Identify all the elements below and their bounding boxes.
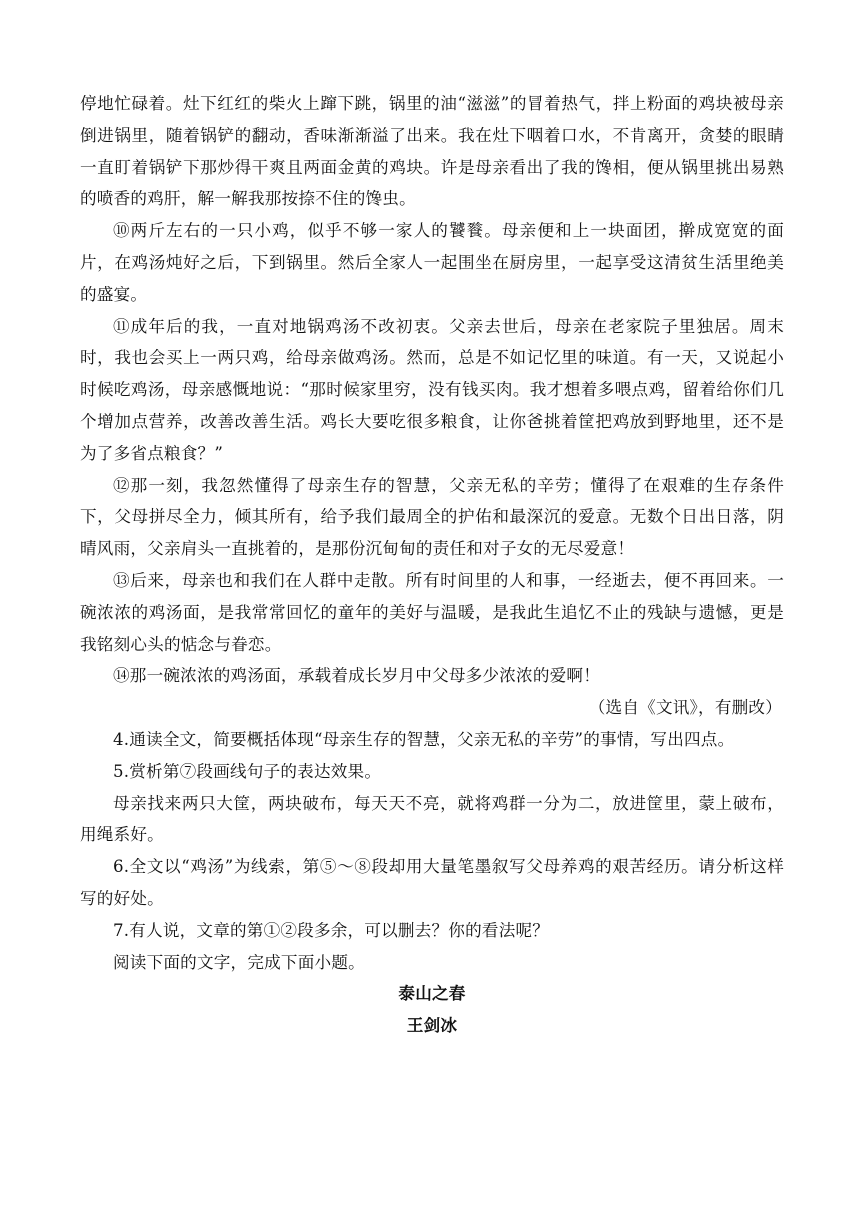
question-4: 4.通读全文，简要概括体现“母亲生存的智慧，父亲无私的辛劳”的事情，写出四点。 xyxy=(113,729,735,749)
paragraph-9-continued: 停地忙碌着。灶下红红的柴火上蹿下跳，锅里的油“滋滋”的冒着热气，拌上粉面的鸡块被母亲倒进锅里，随着锅铲的翻动，香味渐渐溢了出来。我在灶下咽着口水，不肯离开，贪婪的眼睛一直盯着锅铲下那炒得干爽且两面金黄的鸡块。许是母亲看出了我的馋相，便从锅里挑出易熟的喷香的鸡肝，解一解我那按捺不住的馋虫。 xyxy=(80,94,784,209)
paragraph-11: ⑪成年后的我，一直对地锅鸡汤不改初衷。父亲去世后，母亲在老家院子里独居。周末时，我也会买上一两只鸡，给母亲做鸡汤。然而，总是不如记忆里的味道。有一天，又说起小时候吃鸡汤，母亲感慨地说：“那时候家里穷，没有钱买肉。我才想着多喂点鸡，留着给你们几个增加点营养，改善改善生活。鸡长大要吃很多粮食，让你爸挑着筐把鸡放到野地里，还不是为了多省点粮食？” xyxy=(80,316,784,463)
question-5-quoted-sentence: 母亲找来两只大筐，两块破布，每天天不亮，就将鸡群一分为二，放进筐里，蒙上破布，用绳系好。 xyxy=(80,793,784,845)
paragraph-13: ⑬后来，母亲也和我们在人群中走散。所有时间里的人和事，一经逝去，便不再回来。一碗浓浓的鸡汤面，是我常常回忆的童年的美好与温暖，是我此生追忆不止的残缺与遗憾，更是我铭刻心头的惦念与眷恋。 xyxy=(80,570,784,654)
source-citation: （选自《文讯》，有删改） xyxy=(588,698,782,718)
paragraph-12: ⑫那一刻，我忽然懂得了母亲生存的智慧，父亲无私的辛劳；懂得了在艰难的生存条件下，父母拼尽全力，倾其所有，给予我们最周全的护佑和最深沉的爱意。无数个日出日落，阴晴风雨，父亲肩头一直挑着的，是那份沉甸甸的责任和对子女的无尽爱意！ xyxy=(80,475,784,559)
next-article-author: 王剑冰 xyxy=(406,1015,458,1036)
document-page xyxy=(80,88,784,1042)
reading-instruction: 阅读下面的文字，完成下面小题。 xyxy=(113,952,365,972)
paragraph-14: ⑭那一碗浓浓的鸡汤面，承载着成长岁月中父母多少浓浓的爱啊！ xyxy=(113,666,601,686)
question-6: 6.全文以“鸡汤”为线索，第⑤～⑧段却用大量笔墨叙写父母养鸡的艰苦经历。请分析这样写的好处。 xyxy=(80,857,784,908)
question-7: 7.有人说，文章的第①②段多余，可以删去？你的看法呢？ xyxy=(113,920,550,940)
next-article-title: 泰山之春 xyxy=(398,983,466,1004)
question-5: 5.赏析第⑦段画线句子的表达效果。 xyxy=(113,761,382,781)
paragraph-10: ⑩两斤左右的一只小鸡，似乎不够一家人的饕餮。母亲便和上一块面团，擀成宽宽的面片，在鸡汤炖好之后，下到锅里。然后全家人一起围坐在厨房里，一起享受这清贫生活里绝美的盛宴。 xyxy=(80,221,784,304)
